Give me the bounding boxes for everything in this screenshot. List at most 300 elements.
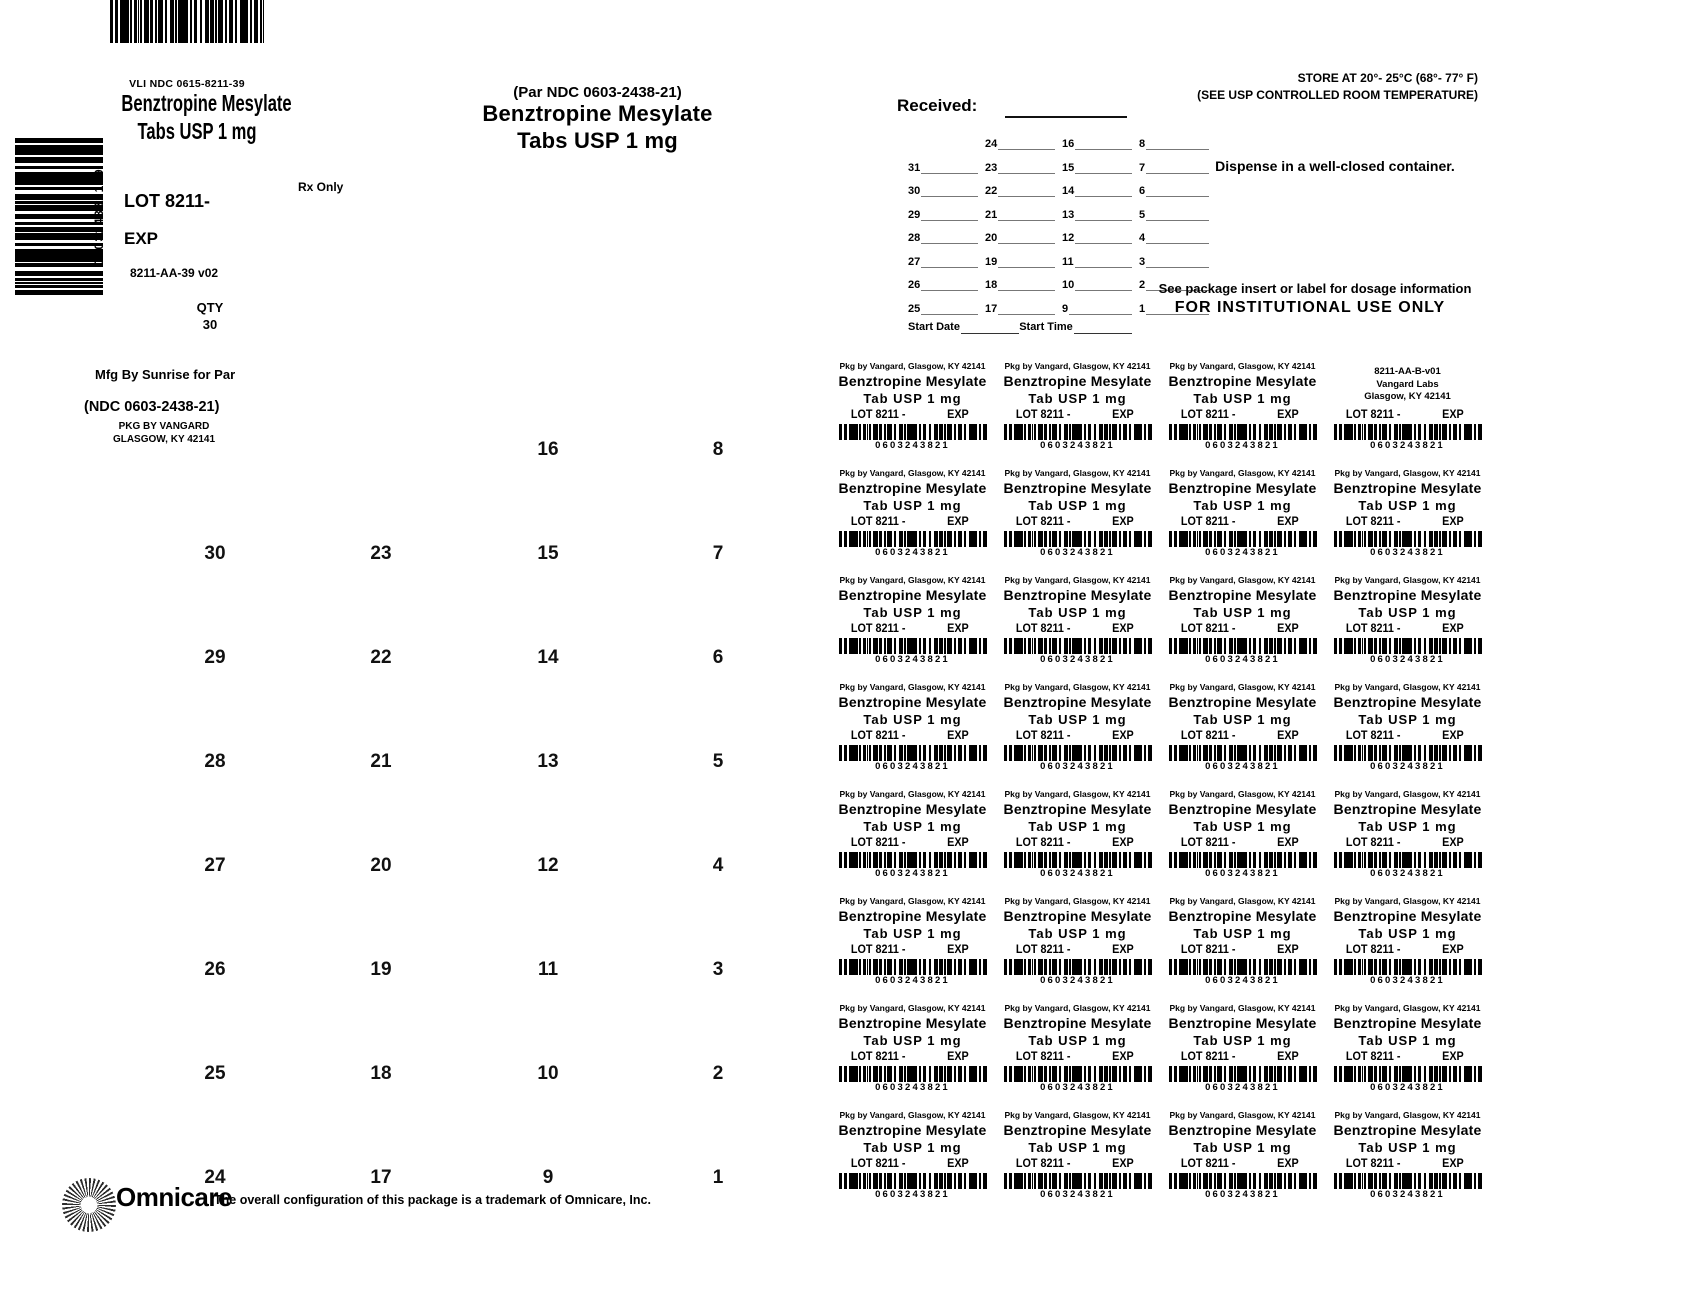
- received-day-field: [985, 256, 1055, 269]
- received-blank-line: [1075, 162, 1132, 174]
- received-blank-line: [998, 303, 1055, 315]
- unit-dose-label: [1160, 1109, 1325, 1200]
- unit-strength: Tab USP 1 mg: [863, 1140, 962, 1155]
- unit-barcode: [839, 852, 987, 868]
- unit-drug-name: Benztropine Mesylate: [1003, 1015, 1152, 1031]
- unit-lot: LOT 8211 -: [1180, 407, 1236, 421]
- unit-lot: LOT 8211 -: [1180, 728, 1236, 742]
- unit-exp: EXP: [1442, 942, 1464, 956]
- received-blank-line: [998, 256, 1055, 268]
- unit-lot-exp-row: [1333, 514, 1482, 529]
- received-day-field: [1139, 256, 1209, 269]
- unit-packager-line: Pkg by Vangard, Glasgow, KY 42141: [1169, 361, 1316, 371]
- unit-exp: EXP: [1277, 1156, 1299, 1170]
- unit-packager-line: Pkg by Vangard, Glasgow, KY 42141: [839, 1003, 986, 1013]
- dose-position-number: 17: [370, 1167, 392, 1188]
- received-day-number: 15: [1062, 161, 1075, 174]
- dose-position-number: 16: [537, 439, 559, 460]
- unit-exp: EXP: [1112, 407, 1134, 421]
- unit-strength: Tab USP 1 mg: [1193, 712, 1292, 727]
- version-code: 8211-AA-39 v02: [130, 266, 219, 280]
- unit-lot: LOT 8211 -: [1345, 621, 1401, 635]
- received-blank-line: [1146, 185, 1209, 197]
- drug-name-center: Benztropine Mesylate: [482, 101, 713, 126]
- dose-position-number: 26: [204, 959, 226, 980]
- unit-barcode: [1004, 424, 1152, 440]
- unit-dose-label: [1325, 467, 1490, 558]
- unit-barcode-digits: 0603243821: [1205, 440, 1280, 451]
- dose-position-number: 8: [712, 439, 724, 460]
- received-day-field: [1062, 303, 1132, 316]
- dose-position-number: 30: [204, 543, 226, 564]
- unit-packager-line: Pkg by Vangard, Glasgow, KY 42141: [839, 575, 986, 585]
- unit-packager-line: Pkg by Vangard, Glasgow, KY 42141: [1169, 682, 1316, 692]
- unit-strength: Tab USP 1 mg: [863, 391, 962, 406]
- unit-strength: Tab USP 1 mg: [863, 498, 962, 513]
- dose-position-number: 6: [712, 647, 724, 668]
- unit-strength: Tab USP 1 mg: [1028, 391, 1127, 406]
- received-blank-line: [921, 279, 978, 291]
- qty-value: 30: [202, 317, 218, 332]
- unit-lot: LOT 8211 -: [1015, 514, 1071, 528]
- unit-drug-name: Benztropine Mesylate: [838, 373, 987, 389]
- received-day-number: 21: [985, 208, 998, 221]
- unit-exp: EXP: [1442, 1049, 1464, 1063]
- unit-lot: LOT 8211 -: [1015, 1156, 1071, 1170]
- unit-barcode: [1169, 424, 1317, 440]
- unit-packager-line: Pkg by Vangard, Glasgow, KY 42141: [1169, 1110, 1316, 1120]
- unit-packager-line: Pkg by Vangard, Glasgow, KY 42141: [1004, 789, 1151, 799]
- unit-drug-name: Benztropine Mesylate: [838, 908, 987, 924]
- received-day-field: [985, 232, 1055, 245]
- received-day-field: [908, 162, 978, 175]
- received-day-number: 13: [1062, 208, 1075, 221]
- omnicare-starburst-logo-icon: [62, 1178, 116, 1232]
- received-blank-line: [1075, 232, 1132, 244]
- received-day-field: [908, 209, 978, 222]
- unit-exp: EXP: [1112, 621, 1134, 635]
- unit-dose-label: [995, 360, 1160, 451]
- unit-dose-label: [830, 1002, 995, 1093]
- unit-exp: EXP: [1277, 835, 1299, 849]
- received-day-number: 20: [985, 232, 998, 244]
- unit-dose-label: [1160, 574, 1325, 665]
- received-day-number: 7: [1139, 161, 1146, 174]
- received-day-field: [985, 162, 1055, 175]
- dose-position-number: 9: [542, 1167, 554, 1188]
- unit-barcode: [1004, 959, 1152, 975]
- unit-barcode: [1169, 531, 1317, 547]
- unit-dose-label: [830, 574, 995, 665]
- unit-strength: Tab USP 1 mg: [1358, 712, 1457, 727]
- unit-barcode: [1334, 959, 1482, 975]
- dose-position-number: 12: [537, 855, 559, 876]
- unit-drug-name: Benztropine Mesylate: [838, 587, 987, 603]
- par-ndc-line: (Par NDC 0603-2438-21): [513, 84, 682, 101]
- start-date-time-row: [908, 321, 1132, 334]
- unit-dose-label: [830, 895, 995, 986]
- received-blank-line: [921, 162, 978, 174]
- unit-packager-line: Pkg by Vangard, Glasgow, KY 42141: [839, 468, 986, 478]
- unit-lot: LOT 8211 -: [1180, 1049, 1236, 1063]
- received-day-number: 6: [1139, 185, 1146, 197]
- unit-barcode-digits: 0603243821: [1205, 761, 1280, 772]
- unit-lot-exp-row: [838, 1156, 987, 1171]
- unit-strength: Tab USP 1 mg: [863, 819, 962, 834]
- received-day-number: 14: [1062, 185, 1075, 197]
- ndc-line: (NDC 0603-2438-21): [84, 399, 220, 415]
- unit-strength: Tab USP 1 mg: [1358, 1140, 1457, 1155]
- unit-drug-name: Benztropine Mesylate: [1168, 694, 1317, 710]
- ndc-barcode: [110, 0, 264, 43]
- unit-lot: LOT 8211 -: [1345, 1156, 1401, 1170]
- unit-lot: LOT 8211 -: [1345, 407, 1401, 421]
- unit-lot-exp-row: [1333, 728, 1482, 743]
- unit-lot-exp-row: [1333, 407, 1482, 422]
- packager-name: Vangard Labs: [1376, 378, 1439, 390]
- received-day-number: 22: [985, 185, 998, 197]
- unit-lot-exp-row: [1168, 1049, 1317, 1064]
- received-day-field: [1139, 209, 1209, 222]
- unit-drug-name: Benztropine Mesylate: [1003, 480, 1152, 496]
- received-day-field: [1139, 232, 1209, 245]
- unit-lot: LOT 8211 -: [1015, 728, 1071, 742]
- unit-lot-exp-row: [1003, 835, 1152, 850]
- unit-exp: EXP: [1112, 728, 1134, 742]
- unit-exp: EXP: [1112, 835, 1134, 849]
- unit-packager-line: Pkg by Vangard, Glasgow, KY 42141: [1334, 1003, 1481, 1013]
- unit-barcode: [839, 424, 987, 440]
- unit-drug-name: Benztropine Mesylate: [838, 480, 987, 496]
- plate-code: 8211-AA-B-v01: [1374, 366, 1441, 377]
- unit-exp: EXP: [1112, 1156, 1134, 1170]
- received-blank-line: [921, 303, 978, 315]
- unit-strength: Tab USP 1 mg: [863, 712, 962, 727]
- received-label: Received:: [897, 96, 978, 115]
- received-day-number: 11: [1062, 255, 1074, 268]
- trademark-text: The overall configuration of this package is a trademark of Omnicare, Inc.: [214, 1193, 651, 1207]
- unit-drug-name: Benztropine Mesylate: [1168, 908, 1317, 924]
- unit-exp: EXP: [1277, 728, 1299, 742]
- start-time-line: [1074, 321, 1132, 334]
- unit-drug-name: Benztropine Mesylate: [1003, 801, 1152, 817]
- drug-name-main: Benztropine Mesylate: [121, 90, 292, 116]
- received-day-number: 2: [1139, 279, 1146, 291]
- unit-barcode: [1004, 745, 1152, 761]
- received-day-field: [985, 209, 1055, 222]
- unit-barcode-digits: 0603243821: [875, 1189, 950, 1200]
- unit-exp: EXP: [947, 942, 969, 956]
- start-date-line: [961, 321, 1019, 334]
- received-blank-line: [1069, 303, 1132, 315]
- unit-label-plate-info: [1325, 360, 1490, 407]
- unit-dose-label: [1325, 574, 1490, 665]
- unit-strength: Tab USP 1 mg: [1358, 1033, 1457, 1048]
- dose-position-number: 4: [712, 855, 724, 876]
- unit-packager-line: Pkg by Vangard, Glasgow, KY 42141: [1004, 896, 1151, 906]
- unit-drug-name: Benztropine Mesylate: [1333, 1015, 1482, 1031]
- unit-strength: Tab USP 1 mg: [1028, 605, 1127, 620]
- unit-exp: EXP: [1442, 1156, 1464, 1170]
- storage-line2: (SEE USP CONTROLLED ROOM TEMPERATURE): [1197, 88, 1478, 102]
- dose-position-number: 18: [370, 1063, 392, 1084]
- lot-number: LOT 8211-: [124, 191, 211, 211]
- received-blank-line: [998, 232, 1055, 244]
- unit-dose-label: [995, 574, 1160, 665]
- received-day-number: 17: [985, 302, 998, 315]
- dosage-note: See package insert or label for dosage information: [1158, 281, 1472, 296]
- unit-barcode: [839, 531, 987, 547]
- unit-barcode: [839, 959, 987, 975]
- unit-drug-name: Benztropine Mesylate: [838, 694, 987, 710]
- unit-lot-exp-row: [1333, 1156, 1482, 1171]
- dose-position-number: 5: [712, 751, 724, 772]
- unit-barcode-digits: 0603243821: [1370, 440, 1445, 451]
- received-day-number: 31: [908, 161, 921, 174]
- unit-barcode: [1004, 1066, 1152, 1082]
- unit-lot-exp-row: [838, 514, 987, 529]
- unit-dose-label: [830, 788, 995, 879]
- dose-position-number: 27: [204, 855, 226, 876]
- unit-drug-name: Benztropine Mesylate: [1333, 1122, 1482, 1138]
- received-day-number: 27: [908, 255, 921, 268]
- unit-drug-name: Benztropine Mesylate: [1003, 694, 1152, 710]
- unit-lot-exp-row: [1333, 621, 1482, 636]
- unit-exp: EXP: [1112, 1049, 1134, 1063]
- unit-barcode: [839, 1066, 987, 1082]
- unit-exp: EXP: [1442, 835, 1464, 849]
- unit-lot: LOT 8211 -: [1345, 514, 1401, 528]
- unit-barcode-digits: 0603243821: [875, 440, 950, 451]
- unit-lot-exp-row: [838, 942, 987, 957]
- received-day-number: 12: [1062, 232, 1075, 244]
- unit-barcode: [839, 638, 987, 654]
- unit-exp: EXP: [1442, 621, 1464, 635]
- unit-barcode: [1169, 852, 1317, 868]
- unit-dose-label: [995, 681, 1160, 772]
- received-day-field: [1062, 185, 1132, 198]
- received-day-number: 23: [985, 161, 998, 174]
- unit-barcode-digits: 0603243821: [1205, 1082, 1280, 1093]
- unit-barcode: [1004, 531, 1152, 547]
- manufacturer-line: Mfg By Sunrise for Par: [95, 367, 236, 382]
- unit-packager-line: Pkg by Vangard, Glasgow, KY 42141: [839, 1110, 986, 1120]
- dose-position-number: 19: [370, 959, 392, 980]
- unit-lot: LOT 8211 -: [1015, 621, 1071, 635]
- unit-drug-name: Benztropine Mesylate: [1168, 1015, 1317, 1031]
- unit-lot-exp-row: [1168, 942, 1317, 957]
- unit-lot-exp-row: [1003, 1156, 1152, 1171]
- unit-exp: EXP: [947, 835, 969, 849]
- unit-strength: Tab USP 1 mg: [1193, 605, 1292, 620]
- unit-barcode-digits: 0603243821: [1205, 1189, 1280, 1200]
- qty-label: QTY: [196, 300, 224, 315]
- unit-strength: Tab USP 1 mg: [1193, 391, 1292, 406]
- unit-drug-name: Benztropine Mesylate: [1168, 480, 1317, 496]
- unit-barcode: [1169, 959, 1317, 975]
- unit-dose-label: [1325, 360, 1490, 451]
- dose-position-number: 1: [712, 1167, 724, 1188]
- received-day-field: [985, 279, 1055, 292]
- unit-barcode-digits: 0603243821: [1040, 761, 1115, 772]
- unit-lot-exp-row: [838, 621, 987, 636]
- unit-barcode-digits: 0603243821: [875, 547, 950, 558]
- received-blank-line: [998, 162, 1055, 174]
- received-day-number: 30: [908, 185, 921, 197]
- received-day-number: 8: [1139, 138, 1146, 150]
- unit-lot-exp-row: [1168, 407, 1317, 422]
- unit-barcode-digits: 0603243821: [1370, 868, 1445, 879]
- dose-position-number: 2: [712, 1063, 724, 1084]
- unit-barcode-digits: 0603243821: [875, 868, 950, 879]
- dose-position-number: 15: [537, 543, 559, 564]
- received-day-number: 28: [908, 232, 921, 244]
- unit-dose-label: [1160, 681, 1325, 772]
- start-time-label: Start Time: [1019, 321, 1073, 333]
- unit-packager-line: Pkg by Vangard, Glasgow, KY 42141: [839, 682, 986, 692]
- unit-strength: Tab USP 1 mg: [1358, 605, 1457, 620]
- rx-only-text: Rx Only: [298, 180, 344, 194]
- unit-dose-label: [995, 788, 1160, 879]
- unit-exp: EXP: [1442, 514, 1464, 528]
- received-day-number: 24: [985, 138, 998, 150]
- unit-exp: EXP: [947, 407, 969, 421]
- received-blank-line: [998, 279, 1055, 291]
- received-day-field: [1062, 279, 1132, 292]
- unit-drug-name: Benztropine Mesylate: [838, 1015, 987, 1031]
- received-day-field: [1062, 232, 1132, 245]
- unit-barcode-digits: 0603243821: [1370, 1189, 1445, 1200]
- unit-drug-name: Benztropine Mesylate: [1168, 1122, 1317, 1138]
- unit-lot-exp-row: [1003, 1049, 1152, 1064]
- received-blank-line: [998, 209, 1055, 221]
- unit-lot: LOT 8211 -: [1015, 407, 1071, 421]
- unit-lot-exp-row: [1003, 514, 1152, 529]
- unit-packager-line: Pkg by Vangard, Glasgow, KY 42141: [1169, 575, 1316, 585]
- unit-strength: Tab USP 1 mg: [1358, 819, 1457, 834]
- unit-drug-name: Benztropine Mesylate: [1168, 373, 1317, 389]
- unit-exp: EXP: [1112, 942, 1134, 956]
- unit-lot: LOT 8211 -: [1180, 835, 1236, 849]
- received-blank-line: [1075, 209, 1132, 221]
- unit-drug-name: Benztropine Mesylate: [1003, 587, 1152, 603]
- unit-lot: LOT 8211 -: [1345, 728, 1401, 742]
- unit-barcode: [1169, 638, 1317, 654]
- unit-dose-label: [1160, 788, 1325, 879]
- unit-barcode-digits: 0603243821: [1040, 547, 1115, 558]
- received-day-number: 5: [1139, 208, 1146, 221]
- unit-exp: EXP: [947, 728, 969, 742]
- dose-position-number: 14: [537, 647, 559, 668]
- unit-strength: Tab USP 1 mg: [863, 926, 962, 941]
- received-day-number: 19: [985, 255, 998, 268]
- unit-barcode: [1004, 852, 1152, 868]
- unit-barcode-digits: 0603243821: [1040, 440, 1115, 451]
- received-day-number: 16: [1062, 138, 1075, 150]
- unit-barcode-digits: 0603243821: [1370, 975, 1445, 986]
- received-day-field: [985, 185, 1055, 198]
- unit-lot-exp-row: [1003, 942, 1152, 957]
- unit-barcode-digits: 0603243821: [1040, 654, 1115, 665]
- drug-form-main: Tabs USP 1 mg: [137, 118, 257, 144]
- unit-barcode-digits: 0603243821: [875, 761, 950, 772]
- unit-barcode: [839, 745, 987, 761]
- received-day-number: 26: [908, 279, 921, 291]
- unit-exp: EXP: [1442, 728, 1464, 742]
- unit-lot: LOT 8211 -: [850, 621, 906, 635]
- received-day-field: [908, 279, 978, 292]
- unit-lot-exp-row: [1168, 835, 1317, 850]
- dose-position-number: 13: [537, 751, 559, 772]
- unit-dose-label: [830, 681, 995, 772]
- unit-exp: EXP: [1277, 621, 1299, 635]
- received-day-field: [985, 138, 1055, 151]
- unit-barcode: [1169, 745, 1317, 761]
- unit-exp: EXP: [1277, 1049, 1299, 1063]
- unit-lot-exp-row: [1003, 621, 1152, 636]
- unit-lot-exp-row: [1003, 728, 1152, 743]
- unit-dose-label: [1325, 788, 1490, 879]
- unit-lot: LOT 8211 -: [1015, 1049, 1071, 1063]
- unit-barcode-digits: 0603243821: [1205, 654, 1280, 665]
- unit-packager-line: Pkg by Vangard, Glasgow, KY 42141: [839, 896, 986, 906]
- unit-dose-label: [1325, 895, 1490, 986]
- unit-lot: LOT 8211 -: [1015, 835, 1071, 849]
- unit-strength: Tab USP 1 mg: [1028, 926, 1127, 941]
- unit-strength: Tab USP 1 mg: [1193, 1033, 1292, 1048]
- received-blank-line: [1075, 185, 1132, 197]
- unit-barcode-digits: 0603243821: [1040, 975, 1115, 986]
- dose-position-number: 23: [370, 543, 392, 564]
- unit-barcode-digits: 0603243821: [1370, 761, 1445, 772]
- dose-position-number: 21: [370, 751, 392, 772]
- unit-dose-label: [995, 467, 1160, 558]
- unit-strength: Tab USP 1 mg: [1028, 712, 1127, 727]
- unit-packager-line: Pkg by Vangard, Glasgow, KY 42141: [839, 361, 986, 371]
- unit-exp: EXP: [947, 1156, 969, 1170]
- unit-strength: Tab USP 1 mg: [1358, 498, 1457, 513]
- received-blank-line: [921, 256, 978, 268]
- received-blank-line: [1146, 232, 1209, 244]
- unit-lot-exp-row: [1003, 407, 1152, 422]
- unit-dose-label: [1325, 681, 1490, 772]
- received-day-number: 4: [1139, 232, 1146, 244]
- unit-barcode: [1004, 638, 1152, 654]
- unit-drug-name: Benztropine Mesylate: [1168, 801, 1317, 817]
- received-day-number: 9: [1062, 302, 1069, 315]
- unit-exp: EXP: [1112, 514, 1134, 528]
- received-day-field: [1062, 138, 1132, 151]
- dose-position-number: 22: [370, 647, 392, 668]
- received-blank-line: [1146, 256, 1209, 268]
- unit-barcode-digits: 0603243821: [1205, 547, 1280, 558]
- unit-barcode-digits: 0603243821: [1370, 654, 1445, 665]
- unit-lot-exp-row: [838, 407, 987, 422]
- unit-lot-exp-row: [838, 1049, 987, 1064]
- unit-lot: LOT 8211 -: [850, 1156, 906, 1170]
- unit-barcode: [1334, 1173, 1482, 1189]
- unit-lot: LOT 8211 -: [1180, 942, 1236, 956]
- packager-city: Glasgow, KY 42141: [1364, 391, 1451, 402]
- side-barcode-number: 060324382139: [92, 167, 106, 267]
- unit-barcode-digits: 0603243821: [1370, 547, 1445, 558]
- unit-exp: EXP: [1277, 942, 1299, 956]
- unit-lot: LOT 8211 -: [1180, 621, 1236, 635]
- unit-barcode-digits: 0603243821: [875, 1082, 950, 1093]
- unit-drug-name: Benztropine Mesylate: [1003, 908, 1152, 924]
- unit-strength: Tab USP 1 mg: [863, 605, 962, 620]
- unit-barcode: [1334, 745, 1482, 761]
